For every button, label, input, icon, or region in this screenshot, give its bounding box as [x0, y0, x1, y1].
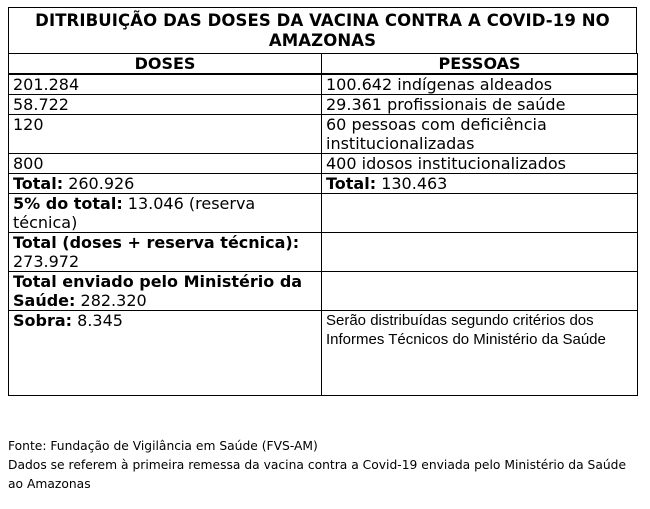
table-row: [9, 115, 638, 154]
total-with-reserve-label: Total (doses + reserva técnica):: [13, 233, 300, 252]
total-sent-row: [9, 272, 638, 311]
distribution-table-container: [8, 7, 637, 396]
header-pessoas: PESSOAS: [322, 54, 638, 75]
header-row: [9, 54, 638, 75]
surplus-label: Sobra:: [13, 311, 73, 330]
doses-total-cell: [9, 174, 322, 194]
pessoas-cell: 400 idosos institucionalizados: [322, 154, 638, 174]
table-row: [9, 95, 638, 115]
footer-source: Fonte: Fundação de Vigilância em Saúde (FVS-AM): [8, 439, 318, 453]
doses-cell: 120: [9, 115, 322, 154]
table-title: DITRIBUIÇÃO DAS DOSES DA VACINA CONTRA A COVID-19 NO AMAZONAS: [8, 7, 637, 53]
header-doses: DOSES: [9, 54, 322, 75]
distribution-table: [8, 53, 638, 396]
pessoas-cell: 60 pessoas com deficiência institucionalizadas: [322, 115, 638, 154]
footer-note: Dados se referem à primeira remessa da vacina contra a Covid-19 enviada pelo Ministério da Saúde ao Amazonas: [8, 458, 627, 491]
empty-cell: [322, 233, 638, 272]
pessoas-total-value: 130.463: [376, 174, 448, 193]
table-row: [9, 74, 638, 95]
doses-cell: 201.284: [9, 74, 322, 95]
pessoas-total-cell: [322, 174, 638, 194]
doses-total-value: 260.926: [63, 174, 135, 193]
total-sent-label: Total enviado pelo Ministério da Saúde:: [13, 272, 303, 310]
totals-row: [9, 174, 638, 194]
doses-cell: 58.722: [9, 95, 322, 115]
reserve-cell: [9, 194, 322, 233]
total-with-reserve-cell: [9, 233, 322, 272]
total-with-reserve-value: 273.972: [13, 252, 80, 271]
reserve-label: 5% do total:: [13, 194, 123, 213]
total-sent-cell: [9, 272, 322, 311]
total-sent-value: 282.320: [75, 291, 147, 310]
surplus-value: 8.345: [72, 311, 123, 330]
pessoas-cell: 29.361 profissionais de saúde: [322, 95, 638, 115]
pessoas-total-label: Total:: [326, 174, 377, 193]
pessoas-cell: 100.642 indígenas aldeados: [322, 74, 638, 95]
total-with-reserve-row: [9, 233, 638, 272]
surplus-cell: [9, 311, 322, 396]
table-row: [9, 154, 638, 174]
reserve-row: [9, 194, 638, 233]
surplus-row: [9, 311, 638, 396]
footer: [8, 437, 640, 494]
surplus-note: Serão distribuídas segundo critérios dos Informes Técnicos do Ministério da Saúde: [322, 311, 638, 396]
reserve-value: 13.046 (reserva técnica): [13, 194, 256, 232]
doses-cell: 800: [9, 154, 322, 174]
doses-total-label: Total:: [13, 174, 64, 193]
empty-cell: [322, 194, 638, 233]
empty-cell: [322, 272, 638, 311]
